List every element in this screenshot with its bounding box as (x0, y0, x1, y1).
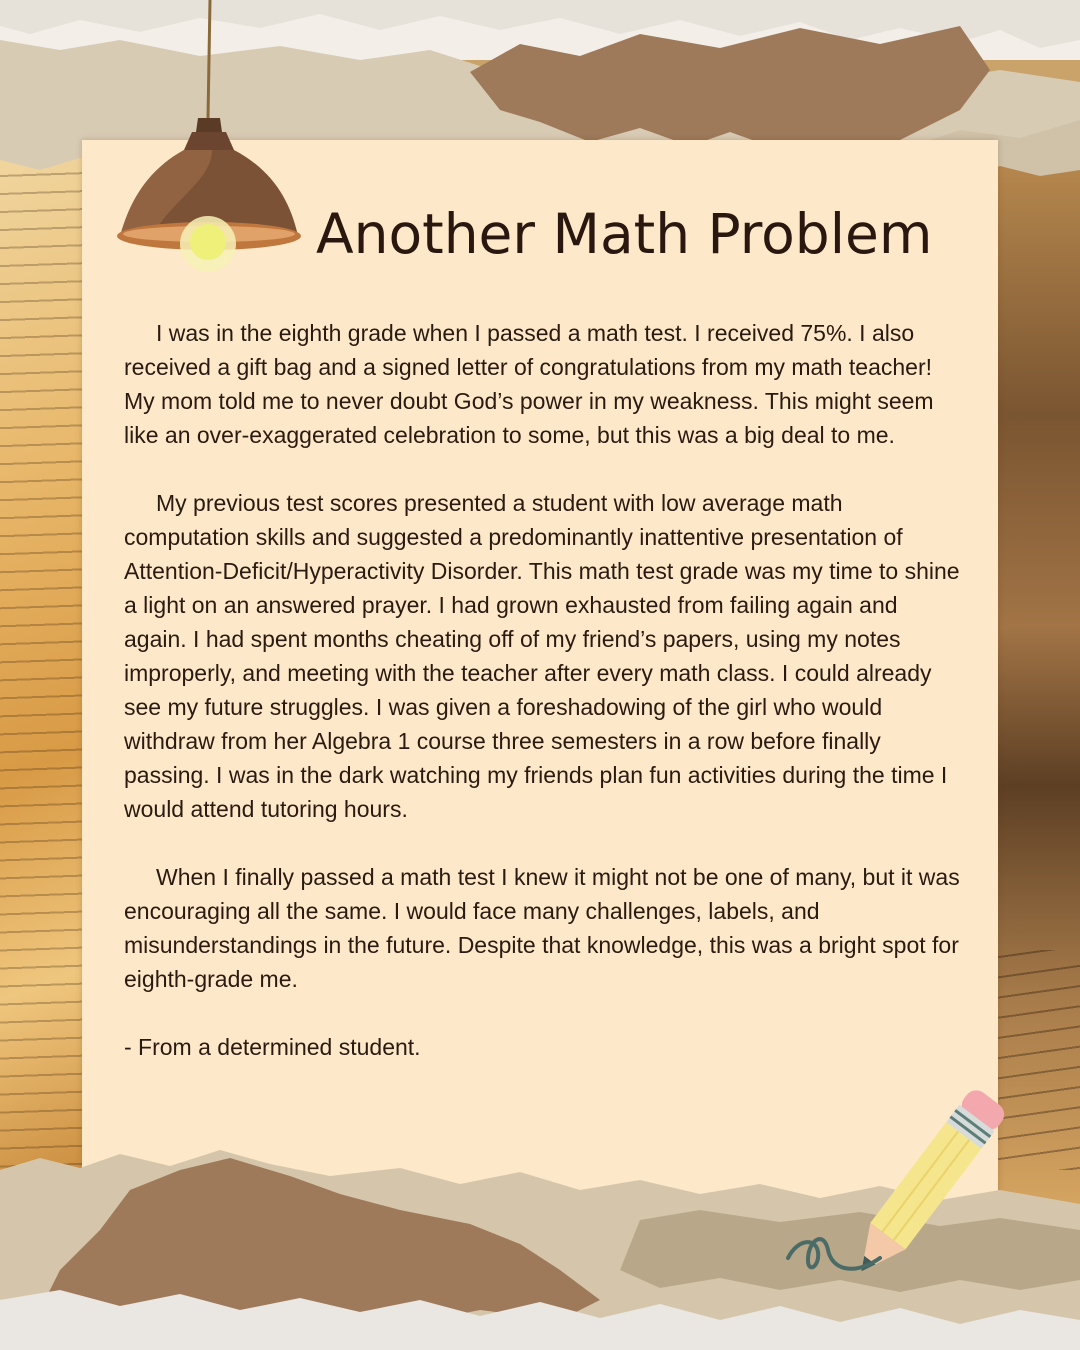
paragraph-2: My previous test scores presented a student with low average math computation skills and suggested a predominantly inattentive presentation of Attention-Deficit/Hyperactivity Disorder. This math test grade was my time to shine a light on an answered prayer. I had grown exhausted from failing again and again. I had spent months cheating off of my friend’s papers, using my notes improperly, and meeting with the teacher after every math class. I could already see my future struggles. I was given a foreshadowing of the girl who would withdraw from her Algebra 1 course three semesters in a row before finally passing. I was in the dark watching my friends plan fun activities during the time I would attend tutoring hours. (124, 490, 960, 822)
signature: - From a determined student. (124, 1034, 421, 1060)
letter-body (124, 316, 964, 1098)
paragraph-1: I was in the eighth grade when I passed a math test. I received 75%. I also received a gift bag and a signed letter of congratulations from my math teacher! My mom told me to never doubt God’s power in my weakness. This might seem like an over-exaggerated celebration to some, but this was a big deal to me. (124, 320, 934, 448)
pencil-icon (784, 1062, 1034, 1282)
page-title: Another Math Problem (316, 202, 933, 266)
paragraph-3: When I finally passed a math test I knew it might not be one of many, but it was encouraging all the same. I would face many challenges, labels, and misunderstandings in the future. Despite that knowledge, this was a bright spot for eighth-grade me. (124, 864, 960, 992)
hanging-lamp-icon (112, 0, 312, 275)
